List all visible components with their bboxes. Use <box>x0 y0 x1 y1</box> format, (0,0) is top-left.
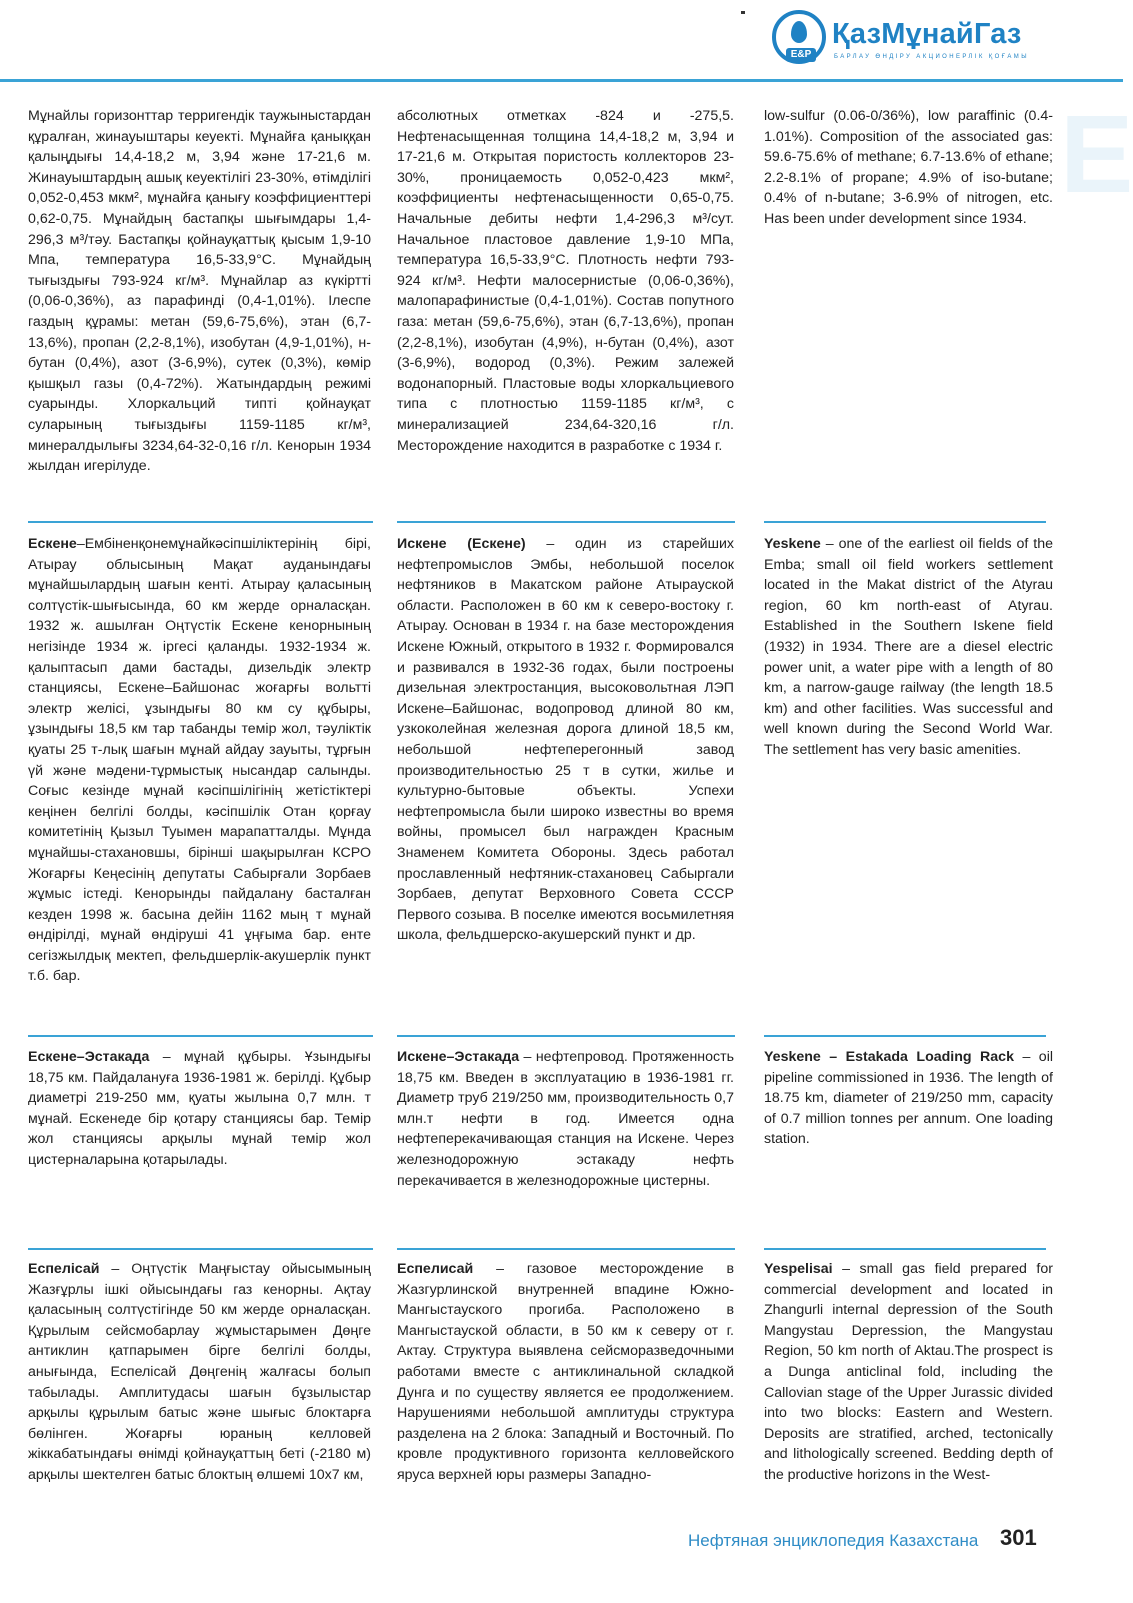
separator-kz <box>28 521 373 523</box>
entry-text: – Оңтүстік Маңғыстау ойысымының Жазғұрлы ішкі ойысындағы газ кенорны. Ақтау қаласының солтүстігінде 50 км жерде орналасқан. Құрылым сейсмобарлау жұмыстарымен Дөңге антиклин қатпарымен бірге белгілі болды, анығында, Еспелісай Дөңгенің жалғасы болып табылады. Амплитудасы шағын бұзылыстар арқылы құрылым батыс және шығыс блоктарға бөлінген. Жоғарғы юраның келловей жіккабатындағы өнімді қойнауқаттың беті (-2180 м) арқылы шектелген батыс блоктың өлшемі 10х7 км, <box>28 1261 371 1483</box>
english-column <box>764 534 1053 761</box>
logo-emblem-icon <box>772 10 826 64</box>
kazakh-column <box>28 1259 371 1486</box>
english-column <box>764 1047 1053 1150</box>
kazakh-column <box>28 1047 371 1171</box>
logo-badge: E&P <box>786 48 816 62</box>
logo-name: ҚазМұнайГаз <box>832 18 1022 50</box>
separator-ru <box>397 521 735 523</box>
kazakh-column <box>28 106 371 477</box>
english-column <box>764 106 1053 230</box>
entry-text: – oil pipeline commissioned in 1936. The length of 18.75 km, diameter of 219/250 mm, capacity of 0.7 million tonnes per annum. One loading station. <box>764 1049 1053 1148</box>
entry-text: абсолютных отметках -824 и -275,5. Нефтенасыщенная толщина 14,4-18,2 м, 3,94 и 17-21,6 м. Открытая пористость коллекторов 23-30%, проницаемость 0,052-0,423 мкм², коэффициенты нефтенасыщенности 0,65-0,75. Начальные дебиты нефти 1,4-296,3 м³/сут. Начальное пластовое давление 1,9-10 МПа, температура 16,5-33,9°С. Плотность нефти 793-924 кг/м³. Нефти малосернистые (0,06-0,36%), малопарафинистые (0,4-1,01%). Состав попутного газа: метан (59,6-75,6%), этан (6,7-13,6%), пропан (2,2-8,1%), изобутан (4,9%), н-бутан (0,4%), азот (3-6,9%), водород (0,3%). Режим залежей водонапорный. Пластовые воды хлоркальциевого типа с плотностью 1159-1185 кг/м³, с минерализацией 234,64-320,16 г/л. Месторождение находится в разработке с 1934 г. <box>397 108 734 454</box>
russian-column <box>397 534 734 946</box>
entry-term: Искене–Эстакада <box>397 1049 520 1065</box>
separator-ru <box>397 1248 735 1250</box>
entry-term: Ескене–Эстакада <box>28 1049 150 1065</box>
entry-text: – мұнай құбыры. Ұзындығы 18,75 км. Пайдалануға 1936-1981 ж. берілді. Құбыр диаметрі 219-250 мм, қуаты жылына 0,7 млн. т мұнай. Ескенеде бір қотару станциясы бар. Темір жол станциясы арқылы мұнай темір жол цистерналарына қотарылады. <box>28 1049 371 1168</box>
english-column <box>764 1259 1053 1486</box>
entry-term: Еспелісай <box>28 1261 100 1277</box>
russian-column <box>397 1047 734 1191</box>
entry-text: low-sulfur (0.06-0/36%), low paraffinic (0.4-1.01%). Composition of the associated gas: 59.6-75.6% of methane; 6.7-13.6% of ethane; 2.2-8.1% of propane; 4.9% of iso-butane; 0.4% of n-butane; 3-6.9% of nitrogen, etc. Has been under development since 1934. <box>764 108 1053 227</box>
separator-kz <box>28 1035 373 1037</box>
separator-en <box>764 1248 1046 1250</box>
entry-term: Искене (Ескене) <box>397 536 526 552</box>
entry-text: – нефтепровод. Протяженность 18,75 км. Введен в эксплуатацию в 1936-1981 гг. Диаметр труб 219/250 мм, производительность 0,7 млн.т нефти в год. Имеется одна нефтеперекачивающая станция на Искене. Через железнодорожную эстакаду нефть перекачивается в железнодорожные цистерны. <box>397 1049 734 1189</box>
section-letter-watermark: E <box>1060 93 1133 216</box>
footer-title: Нефтяная энциклопедия Казахстана <box>688 1531 979 1550</box>
separator-kz <box>28 1248 373 1250</box>
page-number: 301 <box>1000 1525 1037 1550</box>
separator-ru <box>397 1035 735 1037</box>
entry-text: – газовое месторождение в Жазгурлинской внутренней впадине Южно-Мангыстауского прогиба. Расположено в Мангыстауской области, в 50 км к северу от г. Актау. Структура выявлена сейсморазведочными работами вместе с антиклинальной складкой Дунга и по существу является ее продолжением. Нарушениями небольшой амплитуды структура разделена на 2 блока: Западный и Восточный. По кровле продуктивного горизонта келловейского яруса верхней юры размеры Западно- <box>397 1261 734 1483</box>
entry-term: Ескене <box>28 536 77 552</box>
separator-en <box>764 1035 1046 1037</box>
header-mark <box>741 11 745 14</box>
entry-text: Мұнайлы горизонттар терригендік таужыныстардан құралған, жинауыштары кеуекті. Мұнайға қаныққан қалыңдығы 14,4-18,2 м, 3,94 және 17-21,6 м. Жинауыштардың ашық кеуектілігі 23-30%, өтімділігі 0,052-0,453 мкм², мұнайға қанығу коэффициенттері 0,62-0,75. Мұнайдың бастапқы шығымдары 1,4-296,3 м³/тәу. Бастапқы қойнауқаттық қысым 1,9-10 Мпа, температура 16,5-33,9°С. Мұнайдың тығыздығы 793-924 кг/м³. Мұнайлар аз күкіртті (0,06-0,36%), аз парафинді (0,4-1,01%). Ілеспе газдың құрамы: метан (59,6-75,6%), этан (6,7-13,6%), пропан (2,2-8,1%), изобутан (4,9-1,01%), н-бутан (0,4%), азот (3-6,9%), сутек (0,3%), көмір қышқыл газы (0,4-72%). Жатындардың режимі суарынды. Хлоркальций типті қойнауқат суларының тығыздығы 1159-1185 кг/м³, минералдылығы 3234,64-32-0,16 г/л. Кенорын 1934 жылдан игерілуде. <box>28 108 371 475</box>
entry-term: Yespelisai <box>764 1261 833 1277</box>
header-rule <box>0 79 1123 82</box>
logo-tagline: БАРЛАУ ӨНДІРУ АКЦИОНЕРЛІК ҚОҒАМЫ <box>834 54 1029 60</box>
entry-text: – small gas field prepared for commercial development and located in Zhangurli internal depression of the South Mangystau Depression, the Mangystau Region, 50 km north of Aktau.The prospect is a Dunga anticlinal fold, including the Callovian stage of the Upper Jurassic divided into two blocks: Eastern and Western. Deposits are stratified, arched, tectonically and lithologically screened. Bedding depth of the productive horizons in the West- <box>764 1261 1053 1483</box>
entry-term: Yeskene – Estakada Loading Rack <box>764 1049 1014 1065</box>
entry-text: –Ембіненқонемұнайкәсіпшіліктерінің бірі, Атырау облысының Мақат ауданындағы мұнайшылардың шағын кенті. Атырау қаласының солтүстік-шығысында, 60 км жерде орналасқан. 1932 ж. ашылған Оңтүстік Ескене кенорнының негізінде 1934 ж. іргесі қаланды. 1932-1934 ж. қалыптасып дами бастады, дизельдік электр станциясы, Ескене–Байшонас жоғарғы вольтті электр желісі, ұзындығы 80 км су құбыры, ұзындығы 18,5 км тар табанды темір жол, тәуліктік қуаты 25 т-лық шағын мұнай айдау зауыты, тұрғын үй және мәдени-тұрмыстық нысандар салынды. Соғыс кезінде мұнай кәсіпшілігінің жетістіктері кеңінен белгілі болды, кәсіпшілік Отан қорғау комитетінің Қызыл Туымен марапатталды. Мұнда мұнайшы-стахановшы, бірінші шақырылған КСРО Жоғарғы Кеңесінің депутаты Сабырғали Зорбаев жұмыс істеді. Кенорынды пайдалану басталған кезден 1998 ж. басына дейін 1162 мың т мұнай өндірілді, мұнай өндіруші 41 ұңғыма бар. енте сегізжылдық мектеп, фельдшерлік-акушерлік пункт т.б. бар. <box>28 536 371 985</box>
company-logo <box>772 6 1062 76</box>
oil-drop-icon <box>791 21 807 43</box>
entry-term: Еспелисай <box>397 1261 474 1277</box>
separator-en <box>764 521 1046 523</box>
russian-column <box>397 106 734 456</box>
entry-text: – one of the earliest oil fields of the Emba; small oil field workers settlement located in the Makat district of the Atyrau region, 60 km north-east of Atyrau. Established in the Southern Iskene field (1932) in 1934. There are a diesel electric power unit, a water pipe with a length of 80 km, a narrow-gauge railway (the length 18.5 km) and other facilities. Was successful and well known during the Second World War. The settlement has very basic amenities. <box>764 536 1053 758</box>
entry-term: Yeskene <box>764 536 821 552</box>
entry-text: – один из старейших нефтепромыслов Эмбы, небольшой поселок нефтяников в Макатском районе Атырауской области. Расположен в 60 км к северо-востоку г. Атырау. Основан в 1934 г. на базе месторождения Искене Южный, открытого в 1932 г. Формировался и развивался в 1932-36 годах, были построены дизельная электростанция, высоковольтная ЛЭП Искене–Байшонас, водопровод длиной 80 км, узкоколейная железная дорога длиной 18,5 км, небольшой нефтеперегонный завод производительностью 25 т в сутки, жилье и культурно-бытовые объекты. Успехи нефтепромысла были широко известны во время войны, промысел был награжден Красным Знаменем Комитета Обороны. Здесь работал прославленный нефтяник-стахановец Сабыргали Зорбаев, депутат Верховного Совета СССР Первого созыва. В поселке имеются восьмилетняя школа, фельдшерско-акушерский пункт и др. <box>397 536 734 944</box>
kazakh-column <box>28 534 371 987</box>
russian-column <box>397 1259 734 1486</box>
